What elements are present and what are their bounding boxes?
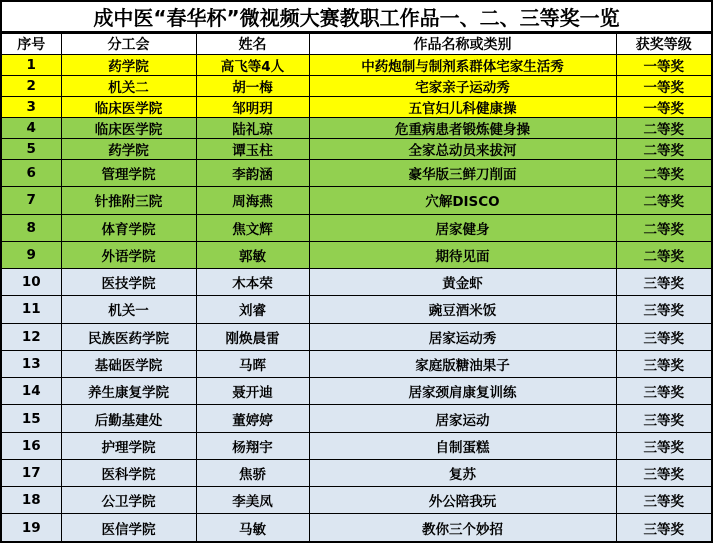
table-row [1, 514, 712, 542]
cell-serial: 14 [1, 378, 61, 405]
cell-serial: 17 [1, 459, 61, 486]
cell-work: 外公陪我玩 [309, 487, 616, 514]
title-row [1, 1, 712, 33]
cell-work: 豪华版三鲜刀削面 [309, 160, 616, 187]
cell-union: 临床医学院 [61, 118, 196, 139]
cell-work: 居家运动秀 [309, 323, 616, 350]
table-row [1, 378, 712, 405]
table-row [1, 76, 712, 97]
table-row [1, 405, 712, 432]
cell-serial: 7 [1, 187, 61, 214]
cell-serial: 16 [1, 432, 61, 459]
cell-work: 豌豆酒米饭 [309, 296, 616, 323]
col-header-name: 姓名 [196, 33, 309, 55]
col-header-union: 分工会 [61, 33, 196, 55]
cell-award: 三等奖 [616, 296, 712, 323]
cell-award: 三等奖 [616, 269, 712, 296]
cell-award: 三等奖 [616, 432, 712, 459]
cell-award: 二等奖 [616, 160, 712, 187]
cell-union: 机关二 [61, 76, 196, 97]
cell-union: 药学院 [61, 55, 196, 76]
cell-name: 焦骄 [196, 459, 309, 486]
cell-work: 居家健身 [309, 214, 616, 241]
cell-name: 刘睿 [196, 296, 309, 323]
cell-name: 杨翔宇 [196, 432, 309, 459]
cell-serial: 2 [1, 76, 61, 97]
cell-work: 自制蛋糕 [309, 432, 616, 459]
cell-award: 三等奖 [616, 487, 712, 514]
cell-serial: 18 [1, 487, 61, 514]
cell-award: 三等奖 [616, 350, 712, 377]
cell-award: 三等奖 [616, 459, 712, 486]
cell-name: 胡一梅 [196, 76, 309, 97]
cell-union: 机关一 [61, 296, 196, 323]
cell-union: 药学院 [61, 139, 196, 160]
cell-serial: 12 [1, 323, 61, 350]
cell-serial: 3 [1, 97, 61, 118]
cell-union: 护理学院 [61, 432, 196, 459]
cell-award: 三等奖 [616, 378, 712, 405]
cell-work: 黄金虾 [309, 269, 616, 296]
cell-work: 中药炮制与制剂系群体宅家生活秀 [309, 55, 616, 76]
table-row [1, 118, 712, 139]
cell-work: 教你三个妙招 [309, 514, 616, 542]
cell-award: 二等奖 [616, 118, 712, 139]
cell-serial: 15 [1, 405, 61, 432]
table-row [1, 459, 712, 486]
cell-award: 二等奖 [616, 187, 712, 214]
cell-name: 陆礼琼 [196, 118, 309, 139]
column-header-row [1, 33, 712, 55]
cell-name: 焦文辉 [196, 214, 309, 241]
cell-serial: 5 [1, 139, 61, 160]
cell-serial: 1 [1, 55, 61, 76]
cell-union: 管理学院 [61, 160, 196, 187]
cell-award: 三等奖 [616, 405, 712, 432]
cell-union: 后勤基建处 [61, 405, 196, 432]
cell-work: 五官妇儿科健康操 [309, 97, 616, 118]
cell-name: 谭玉柱 [196, 139, 309, 160]
cell-union: 医科学院 [61, 459, 196, 486]
table-row [1, 187, 712, 214]
col-header-serial: 序号 [1, 33, 61, 55]
cell-work: 期待见面 [309, 241, 616, 268]
cell-name: 李美凤 [196, 487, 309, 514]
cell-name: 邹明玥 [196, 97, 309, 118]
page-title: 成中医“春华杯”微视频大赛教职工作品一、二、三等奖一览 [1, 1, 712, 33]
cell-name: 董婷婷 [196, 405, 309, 432]
table-row [1, 350, 712, 377]
cell-work: 居家颈肩康复训练 [309, 378, 616, 405]
table-row [1, 55, 712, 76]
cell-name: 周海燕 [196, 187, 309, 214]
cell-work: 复苏 [309, 459, 616, 486]
cell-award: 二等奖 [616, 241, 712, 268]
cell-name: 郭敏 [196, 241, 309, 268]
cell-name: 木本荣 [196, 269, 309, 296]
cell-union: 体育学院 [61, 214, 196, 241]
cell-union: 外语学院 [61, 241, 196, 268]
table-row [1, 160, 712, 187]
cell-work: 居家运动 [309, 405, 616, 432]
cell-award: 二等奖 [616, 214, 712, 241]
cell-serial: 10 [1, 269, 61, 296]
cell-name: 刚焕晨雷 [196, 323, 309, 350]
table-row [1, 214, 712, 241]
cell-union: 基础医学院 [61, 350, 196, 377]
cell-serial: 4 [1, 118, 61, 139]
cell-serial: 6 [1, 160, 61, 187]
table-row [1, 432, 712, 459]
cell-work: 穴解DISCO [309, 187, 616, 214]
cell-serial: 13 [1, 350, 61, 377]
cell-union: 养生康复学院 [61, 378, 196, 405]
cell-name: 李韵涵 [196, 160, 309, 187]
cell-work: 家庭版糖油果子 [309, 350, 616, 377]
table-row [1, 323, 712, 350]
cell-award: 三等奖 [616, 514, 712, 542]
cell-name: 马敏 [196, 514, 309, 542]
cell-serial: 11 [1, 296, 61, 323]
cell-serial: 8 [1, 214, 61, 241]
cell-name: 高飞等4人 [196, 55, 309, 76]
table-row [1, 97, 712, 118]
table-body [1, 55, 712, 543]
col-header-award: 获奖等级 [616, 33, 712, 55]
cell-union: 医信学院 [61, 514, 196, 542]
cell-serial: 19 [1, 514, 61, 542]
cell-union: 针推附三院 [61, 187, 196, 214]
cell-name: 聂开迪 [196, 378, 309, 405]
cell-serial: 9 [1, 241, 61, 268]
cell-work: 全家总动员来拔河 [309, 139, 616, 160]
cell-union: 民族医药学院 [61, 323, 196, 350]
table-row [1, 139, 712, 160]
cell-award: 一等奖 [616, 55, 712, 76]
cell-union: 临床医学院 [61, 97, 196, 118]
cell-award: 三等奖 [616, 323, 712, 350]
cell-work: 宅家亲子运动秀 [309, 76, 616, 97]
table-row [1, 487, 712, 514]
cell-award: 一等奖 [616, 97, 712, 118]
cell-union: 医技学院 [61, 269, 196, 296]
col-header-work: 作品名称或类别 [309, 33, 616, 55]
table-row [1, 296, 712, 323]
table-row [1, 241, 712, 268]
cell-award: 一等奖 [616, 76, 712, 97]
cell-union: 公卫学院 [61, 487, 196, 514]
cell-award: 二等奖 [616, 139, 712, 160]
cell-name: 马晖 [196, 350, 309, 377]
cell-work: 危重病患者锻炼健身操 [309, 118, 616, 139]
table-row [1, 269, 712, 296]
